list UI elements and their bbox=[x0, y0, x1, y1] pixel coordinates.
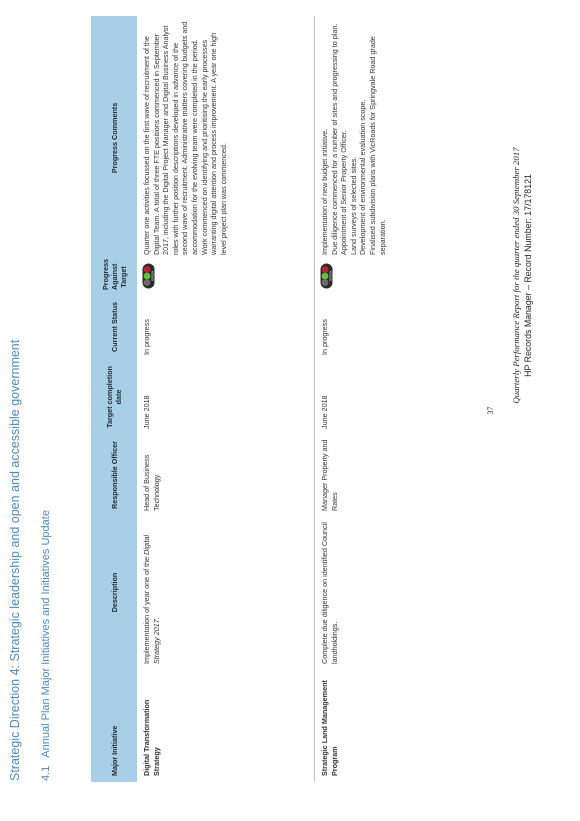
section-subheading bbox=[40, 510, 52, 781]
section-number: 4.1 bbox=[40, 765, 52, 781]
cell-status: In progress bbox=[320, 319, 329, 355]
header-major-initiative: Major Initiative bbox=[91, 669, 137, 782]
cell-status: In progress bbox=[137, 294, 315, 360]
traffic-light-label: GREEN bbox=[328, 271, 333, 281]
description-text: Implementation of year one of the bbox=[142, 556, 151, 664]
footer-report-title: Quarterly Performance Report for the quarter ended 30 September 2017 bbox=[511, 147, 521, 404]
header-responsible-officer: Responsible Officer bbox=[91, 434, 137, 516]
footer-record-number: HP Records Manager – Record Number: 17/178121 bbox=[523, 174, 533, 377]
traffic-light-icon bbox=[142, 263, 155, 289]
cell-date: June 2018 bbox=[137, 360, 315, 434]
cell-progress bbox=[315, 260, 401, 294]
comment-line: Development of environmental evaluation scope. bbox=[358, 99, 368, 255]
cell-description bbox=[137, 516, 315, 669]
cell-initiative: Strategic Land Management Program bbox=[320, 680, 339, 776]
cell-comments bbox=[315, 16, 401, 260]
comment-line: Due diligence commenced for a number of sites and progressing to plan. bbox=[329, 23, 339, 255]
header-current-status: Current Status bbox=[91, 294, 137, 360]
cell-initiative: Digital Transformation Strategy bbox=[137, 669, 315, 782]
comment-line: Appointment of Senior Property Officer. bbox=[339, 130, 349, 255]
table-row bbox=[315, 16, 401, 782]
comment-line: Finalised subdivision plans with VicRoads for Springvale Road grade separation. bbox=[367, 36, 387, 255]
description-italic-text: Digital Strategy 2017. bbox=[142, 534, 161, 664]
header-progress-comments: Progress Comments bbox=[91, 16, 137, 260]
page-number: 37 bbox=[486, 406, 495, 415]
cell-description bbox=[315, 516, 401, 669]
header-progress-against-target: Progress Against Target bbox=[91, 260, 137, 294]
table-header-row bbox=[91, 16, 137, 782]
comment-line: Land surveys of selected sites. bbox=[348, 156, 358, 255]
header-target-completion-date: Target completion date bbox=[91, 360, 137, 434]
traffic-light-icon bbox=[320, 263, 333, 289]
cell-progress bbox=[137, 260, 315, 294]
comment-line: Quarter one activities focussed on the first wave of recruitment of the Digital Team. A total of three FTE positions commenced in September 2017, including the Digital Project Manager and Digital Business Analyst roles with further position descriptions developed in advance of the second wave of recruitment. Administrative matters covering budgets and accommodation for the evolving team were completed in the period. Work commenced on identifying and prioritising the early processes warranting digital attention and process improvement. A year one high level project plan was commenced. bbox=[142, 21, 228, 255]
page-title: Strategic Direction 4: Strategic leadership and open and accessible government bbox=[8, 339, 22, 781]
cell-officer: Manager Property and Rates bbox=[320, 439, 339, 511]
header-description: Description bbox=[91, 516, 137, 669]
table-row bbox=[137, 16, 315, 782]
cell-officer: Head of Business Technology bbox=[137, 434, 315, 516]
description-text: Complete due diligence on identified Council landholdings. bbox=[320, 522, 339, 664]
cell-date: June 2018 bbox=[320, 395, 329, 429]
section-title: Annual Plan Major Initiatives and Initiatives Update bbox=[40, 510, 52, 758]
traffic-light-label: GREEN bbox=[150, 271, 155, 281]
initiatives-table bbox=[91, 16, 400, 782]
comment-line: Implementation of new budget initiative. bbox=[320, 128, 329, 255]
cell-comments bbox=[137, 16, 315, 260]
